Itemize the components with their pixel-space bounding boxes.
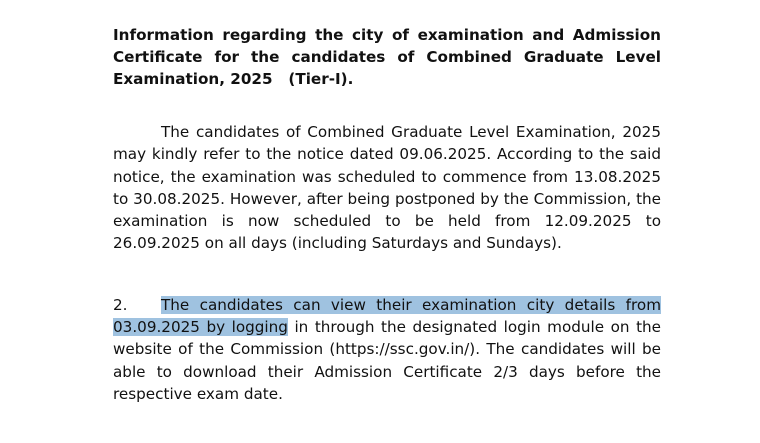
paragraph-2-text: in through the designated login module on the website of the Commission (https://ssc.gov.in/). The candidates will be able to download their Admission Certificate 2/3 days before the respective exam date. [113, 318, 661, 403]
selected-text-highlight[interactable]: The candidates can view their examination city details from 03.09.2025 by logging [113, 295, 661, 337]
paragraph-2 [113, 294, 661, 405]
paragraph-number: 2. [113, 295, 128, 314]
notice-title: Information regarding the city of examination and Admission Certificate for the candidates of Combined Graduate Level Examination, 2025 (Tier-I). [113, 26, 661, 88]
paragraph-1: The candidates of Combined Graduate Level Examination, 2025 may kindly refer to the notice dated 09.06.2025. According to the said notice, the examination was scheduled to commence from 13.08.2025 to 30.08.2025. However, after being postponed by the Commission, the examination is now scheduled to be held from 12.09.2025 to 26.09.2025 on all days (including Saturdays and Sundays). [113, 123, 661, 253]
document-page [113, 24, 661, 405]
